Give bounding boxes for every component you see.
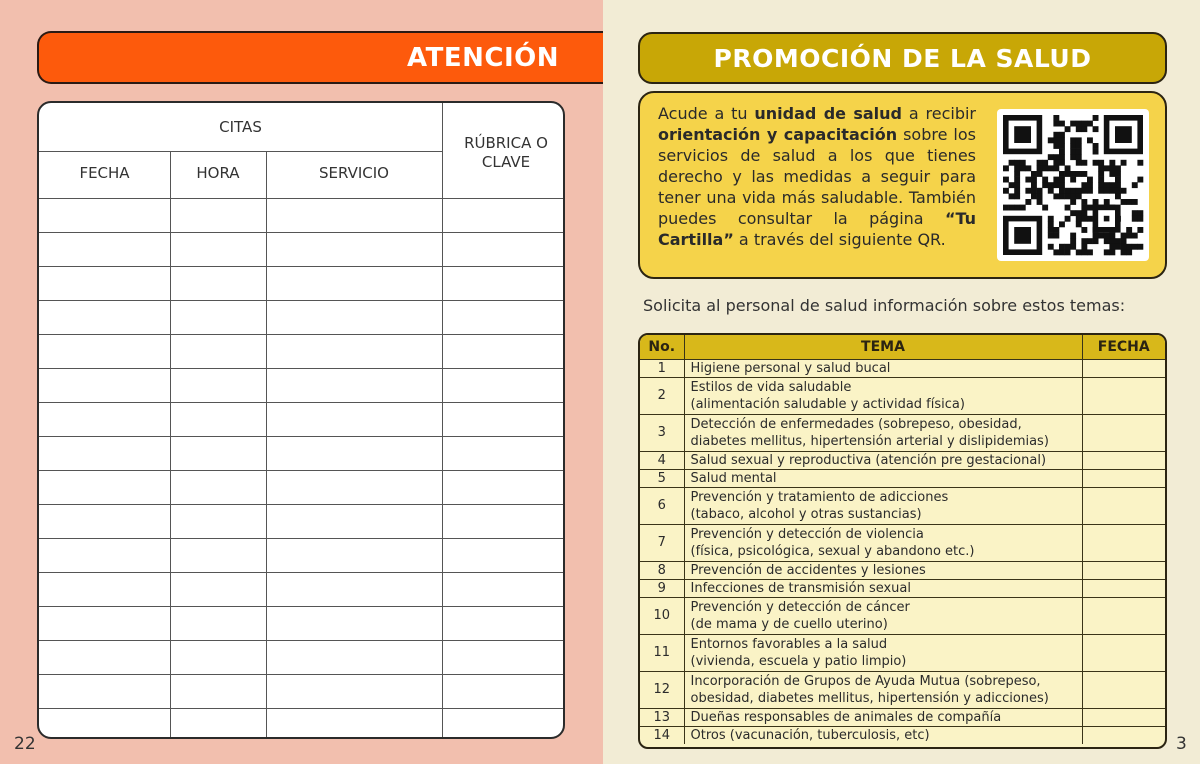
col-servicio-header: SERVICIO <box>319 163 389 182</box>
topic-number: 13 <box>640 708 684 726</box>
topic-text <box>684 524 1082 561</box>
topic-fecha-cell[interactable] <box>1082 359 1165 377</box>
topic-row <box>640 377 1165 414</box>
topic-row <box>640 359 1165 377</box>
topic-row <box>640 524 1165 561</box>
topic-fecha-cell[interactable] <box>1082 487 1165 524</box>
topic-fecha-cell[interactable] <box>1082 561 1165 579</box>
topic-line: Salud sexual y reproductiva (atención pre gestacional) <box>690 452 1047 468</box>
topic-line: Prevención de accidentes y lesiones <box>690 562 926 578</box>
topic-fecha-cell[interactable] <box>1082 469 1165 487</box>
citas-row-line <box>39 538 563 539</box>
citas-row-line <box>39 436 563 437</box>
citas-row-line <box>39 198 563 199</box>
topic-line: Prevención y tratamiento de adicciones <box>690 489 949 505</box>
topic-fecha-cell[interactable] <box>1082 414 1165 451</box>
citas-row-line <box>39 266 563 267</box>
topic-line: Entornos favorables a la salud <box>690 636 888 652</box>
page-number-left: 22 <box>14 734 36 754</box>
topic-text <box>684 487 1082 524</box>
page-number-right: 3 <box>1176 734 1187 754</box>
topic-row <box>640 671 1165 708</box>
topic-text <box>684 469 1082 487</box>
citas-row-line <box>39 402 563 403</box>
topic-line: Infecciones de transmisión sexual <box>690 580 911 596</box>
col-tema-header: TEMA <box>684 335 1082 359</box>
topic-number: 3 <box>640 414 684 451</box>
citas-group-header: CITAS <box>219 117 262 136</box>
solicita-text: Solicita al personal de salud información sobre estos temas: <box>643 296 1126 315</box>
topic-line: (vivienda, escuela y patio limpio) <box>690 653 907 669</box>
topic-fecha-cell[interactable] <box>1082 671 1165 708</box>
topic-line: obesidad, diabetes mellitus, hipertensión y adicciones) <box>690 690 1049 706</box>
citas-row-line <box>39 640 563 641</box>
topic-line: Incorporación de Grupos de Ayuda Mutua (sobrepeso, <box>690 673 1041 689</box>
topic-fecha-cell[interactable] <box>1082 524 1165 561</box>
topic-row <box>640 469 1165 487</box>
topic-text <box>684 414 1082 451</box>
topic-number: 9 <box>640 579 684 597</box>
topic-text <box>684 451 1082 469</box>
topic-number: 8 <box>640 561 684 579</box>
topic-line: Higiene personal y salud bucal <box>690 360 891 376</box>
topic-row <box>640 579 1165 597</box>
topic-number: 10 <box>640 597 684 634</box>
atencion-header: ATENCIÓN <box>37 31 617 84</box>
topic-number: 4 <box>640 451 684 469</box>
topic-number: 5 <box>640 469 684 487</box>
topic-row <box>640 451 1165 469</box>
citas-row-line <box>39 232 563 233</box>
topic-line: Salud mental <box>690 470 777 486</box>
topic-text <box>684 671 1082 708</box>
topic-text <box>684 377 1082 414</box>
topic-line: (física, psicológica, sexual y abandono etc.) <box>690 543 975 559</box>
topic-fecha-cell[interactable] <box>1082 634 1165 671</box>
citas-row-line <box>39 334 563 335</box>
topic-text <box>684 561 1082 579</box>
topic-line: Prevención y detección de cáncer <box>690 599 910 615</box>
topic-line: Otros (vacunación, tuberculosis, etc) <box>690 727 930 743</box>
citas-table <box>37 101 565 739</box>
topic-fecha-cell[interactable] <box>1082 377 1165 414</box>
topic-text <box>684 579 1082 597</box>
topic-line: Prevención y detección de violencia <box>690 526 924 542</box>
citas-row-line <box>39 368 563 369</box>
topic-number: 12 <box>640 671 684 708</box>
citas-subheader-line <box>39 151 442 152</box>
topic-line: Detección de enfermedades (sobrepeso, obesidad, <box>690 416 1022 432</box>
topic-row <box>640 726 1165 744</box>
citas-row-line <box>39 470 563 471</box>
topic-row <box>640 561 1165 579</box>
topic-row <box>640 634 1165 671</box>
topic-line: (tabaco, alcohol y otras sustancias) <box>690 506 922 522</box>
topic-text <box>684 359 1082 377</box>
topic-number: 14 <box>640 726 684 744</box>
topics-table <box>638 333 1167 749</box>
topic-line: (de mama y de cuello uterino) <box>690 616 888 632</box>
topic-fecha-cell[interactable] <box>1082 579 1165 597</box>
topic-fecha-cell[interactable] <box>1082 726 1165 744</box>
topic-fecha-cell[interactable] <box>1082 451 1165 469</box>
topic-text <box>684 597 1082 634</box>
topic-fecha-cell[interactable] <box>1082 597 1165 634</box>
hora-servicio-divider <box>266 152 267 737</box>
citas-row-line <box>39 674 563 675</box>
topic-row <box>640 414 1165 451</box>
citas-row-line <box>39 300 563 301</box>
col-no-header: No. <box>640 335 684 359</box>
info-box <box>638 91 1167 279</box>
topic-line: Estilos de vida saludable <box>690 379 852 395</box>
col-fecha-header: FECHA <box>1082 335 1165 359</box>
promocion-header: PROMOCIÓN DE LA SALUD <box>638 32 1167 84</box>
topic-text <box>684 634 1082 671</box>
col-fecha-header: FECHA <box>79 163 130 182</box>
topic-row <box>640 597 1165 634</box>
qr-code-icon[interactable] <box>997 109 1149 261</box>
topic-number: 11 <box>640 634 684 671</box>
topic-number: 1 <box>640 359 684 377</box>
citas-row-line <box>39 606 563 607</box>
topic-line: diabetes mellitus, hipertensión arterial y dislipidemias) <box>690 433 1049 449</box>
topic-number: 7 <box>640 524 684 561</box>
topic-row <box>640 487 1165 524</box>
citas-row-line <box>39 572 563 573</box>
citas-row-line <box>39 504 563 505</box>
topic-text <box>684 726 1082 744</box>
topic-line: Dueñas responsables de animales de compañía <box>690 709 1002 725</box>
topic-number: 6 <box>640 487 684 524</box>
topic-row <box>640 708 1165 726</box>
topic-line: (alimentación saludable y actividad física) <box>690 396 965 412</box>
topic-number: 2 <box>640 377 684 414</box>
col-rubrica-header: RÚBRICA O CLAVE <box>464 134 548 171</box>
topic-fecha-cell[interactable] <box>1082 708 1165 726</box>
citas-row-line <box>39 708 563 709</box>
topic-text <box>684 708 1082 726</box>
info-paragraph: Acude a tu unidad de salud a recibir orientación y capacitación sobre los servicios de salud a los que tienes derecho y las medidas a seguir para tener una vida más saludable. También puedes consultar la página “Tu Cartilla” a través del siguiente QR. <box>658 104 977 249</box>
fecha-hora-divider <box>170 152 171 737</box>
col-hora-header: HORA <box>196 163 240 182</box>
